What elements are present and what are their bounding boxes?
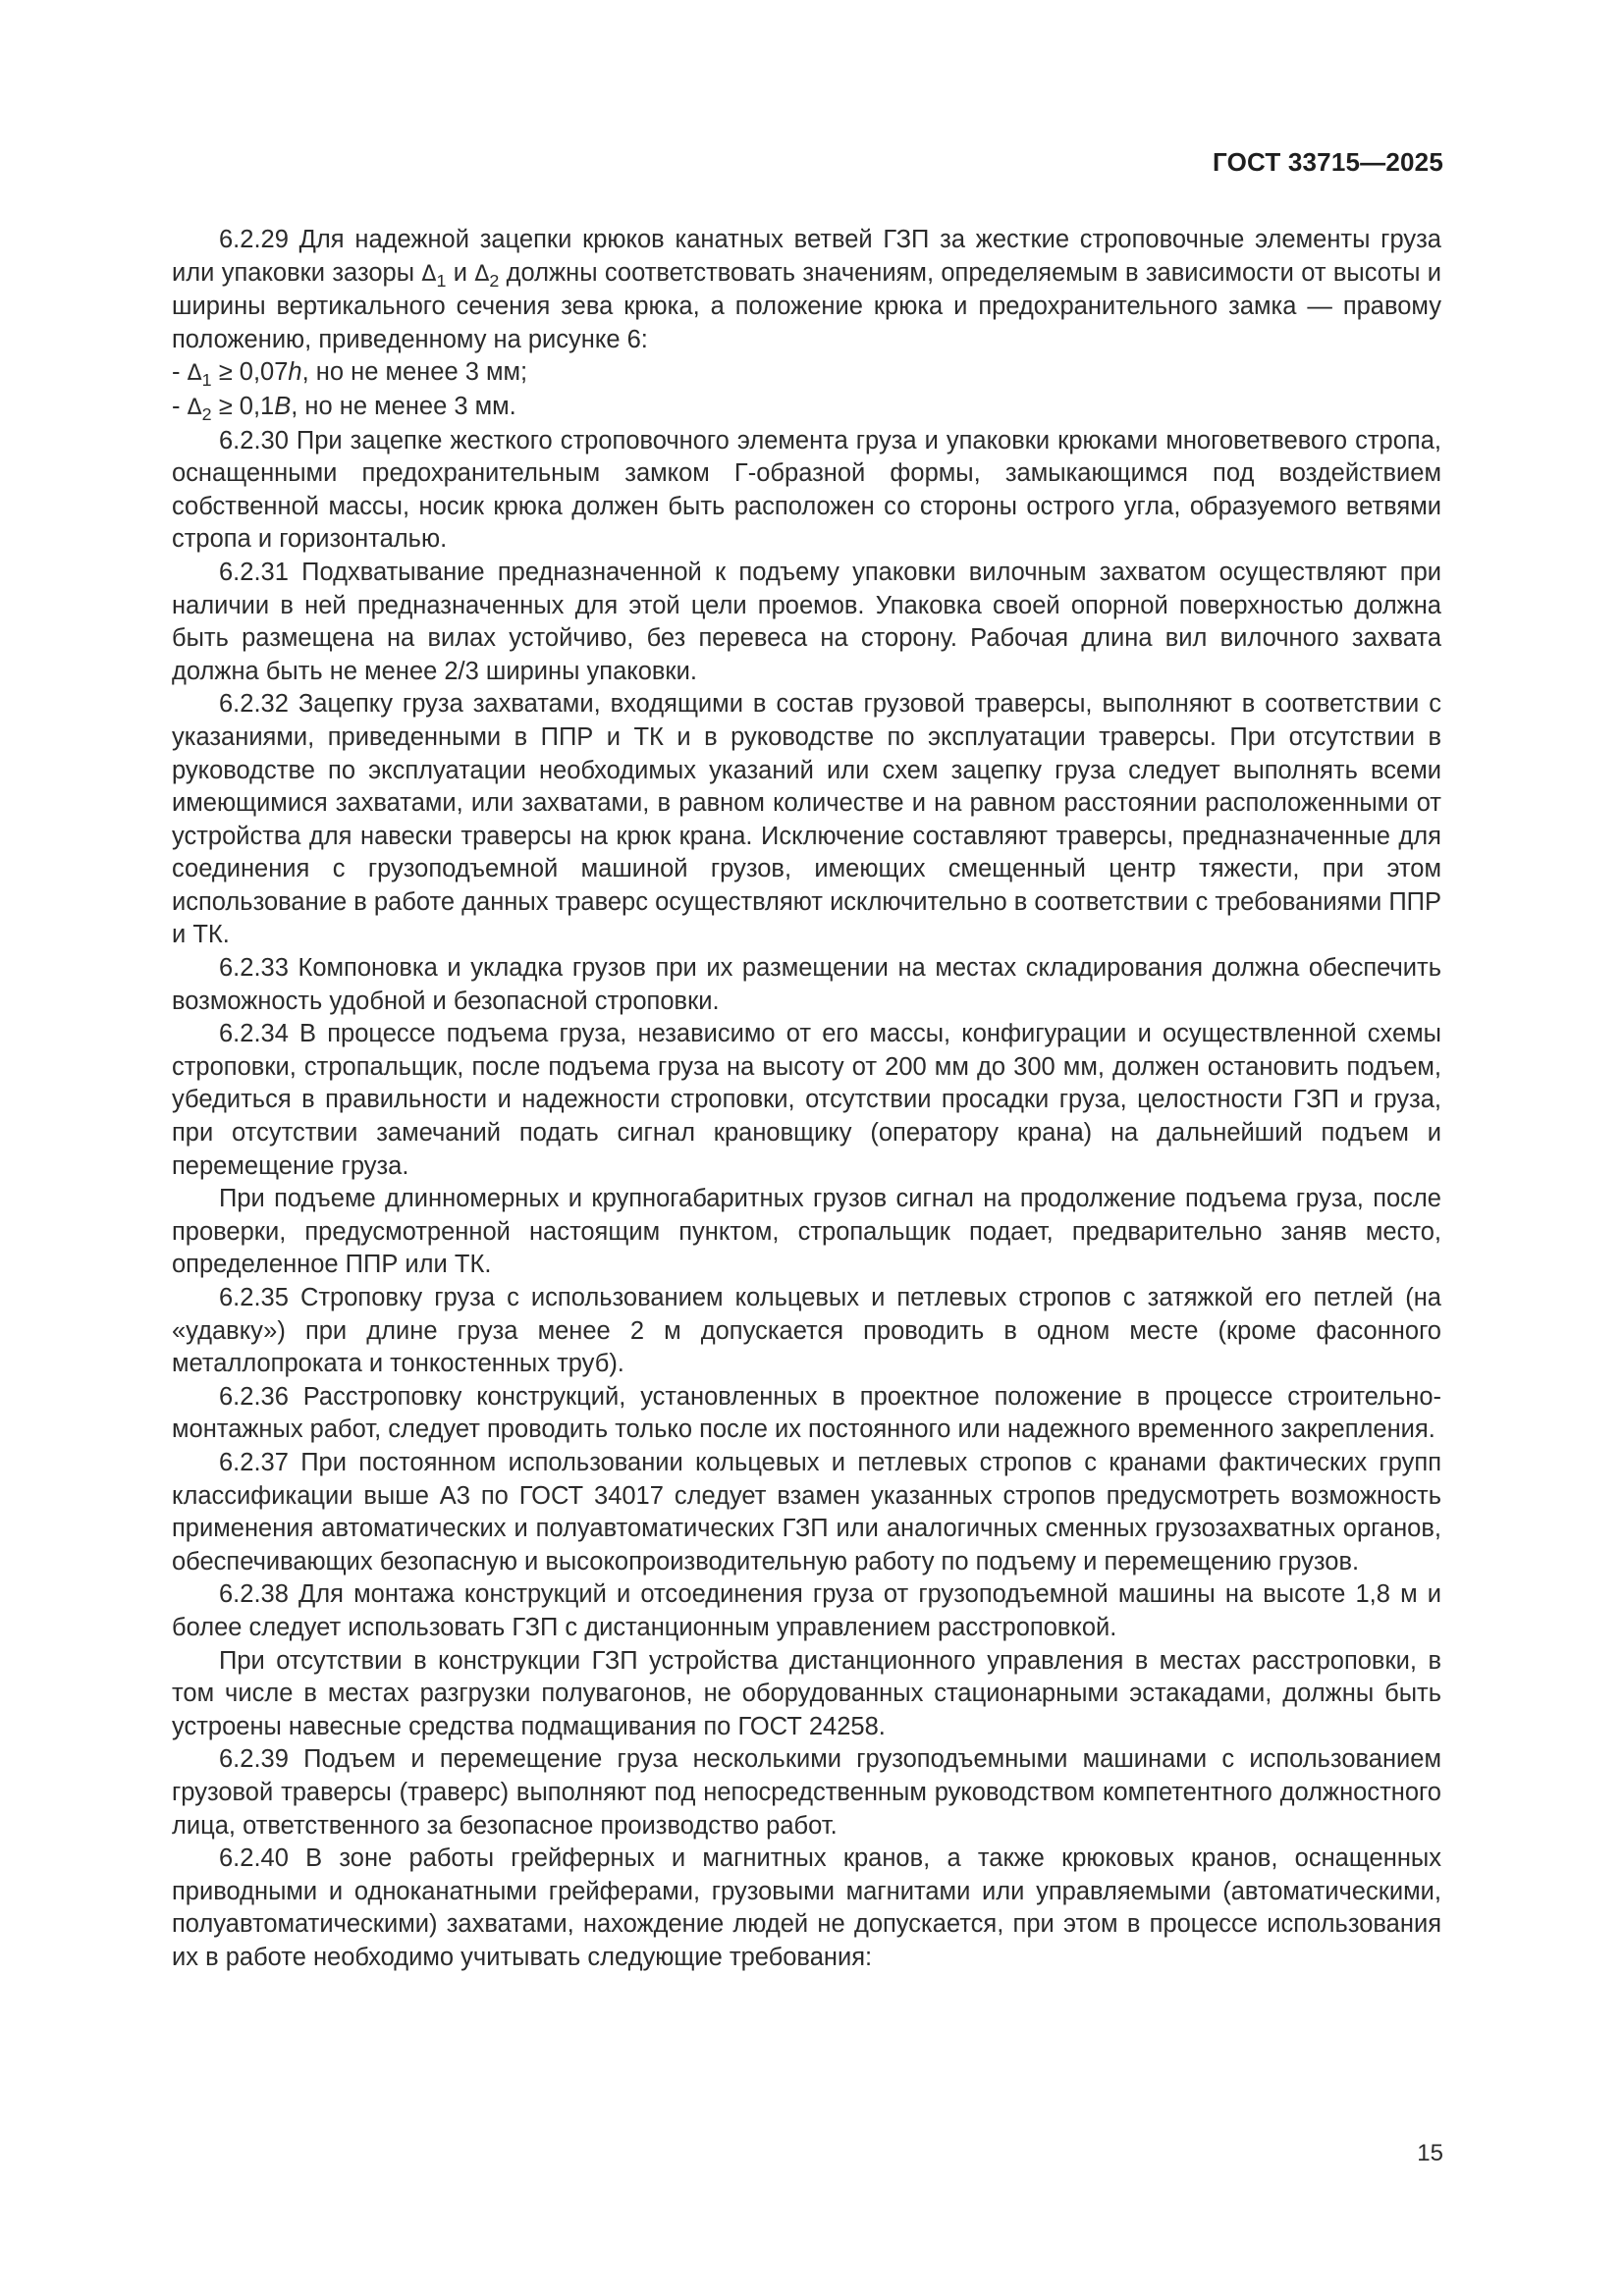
paragraph-6-2-29 [172, 224, 1441, 356]
paragraph-6-2-38-continued: При отсутствии в конструкции ГЗП устройства дистанционного управления в местах расстроповки, в том числе в местах разгрузки полувагонов, не оборудованных стационарными эстакадами, должны быть устроены навесные средства подмащивания по ГОСТ 24258. [172, 1646, 1441, 1740]
variable: B [274, 392, 292, 420]
subscript: 2 [201, 403, 212, 424]
subscript: 1 [436, 270, 447, 291]
document-body [172, 224, 1441, 1974]
list-dash: - [172, 358, 181, 387]
list-text: , но не менее 3 мм; [301, 358, 528, 387]
list-dash: - [172, 392, 181, 420]
standard-code-header: ГОСТ 33715—2025 [1213, 147, 1443, 177]
list-text: ≥ 0,07 [218, 358, 289, 387]
paragraph-6-2-34: 6.2.34 В процессе подъема груза, независимо от его массы, конфигурации и осуществленной схемы строповки, стропальщик, после подъема груза на высоту от 200 мм до 300 мм, должен остановить подъем, убедиться в правильности и надежности строповки, отсутствии просадки груза, целостности ГЗП и груза, при отсутствии замечаний подать сигнал крановщику (оператору крана) на дальнейший подъем и перемещение груза. [172, 1020, 1441, 1180]
paragraph-6-2-32: 6.2.32 Зацепку груза захватами, входящими в состав грузовой траверсы, выполняют в соответствии с указаниями, приведенными в ППР и ТК и в руководстве по эксплуатации траверсы. При отсутствии в руководстве по эксплуатации необходимых указаний или схем зацепку груза следует выполнять всеми имеющимися захватами, или захватами, в равном количестве и на равном расстоянии расположенными от устройства для навески траверсы на крюк крана. Исключение составляют траверсы, предназначенные для соединения с грузоподъемной машиной грузов, имеющих смещенный центр тяжести, при этом использование в работе данных траверс осуществляют исключительно в соответствии с требованиями ППР и ТК. [172, 690, 1441, 949]
subscript: 1 [201, 370, 212, 391]
delta-symbol: Δ [421, 261, 437, 287]
page-number: 15 [1417, 2140, 1443, 2166]
paragraph-6-2-39: 6.2.39 Подъем и перемещение груза несколькими грузоподъемными машинами с использованием грузовой траверсы (траверс) выполняют под непосредственным руководством компетентного должностного лица, ответственного за безопасное производство работ. [172, 1745, 1441, 1840]
conjunction: и [453, 258, 467, 287]
paragraph-text: 6.2.29 Для надежной зацепки крюков канатных ветвей ГЗП за жесткие строповочные элементы груза или упаковки зазоры [172, 226, 1441, 287]
subscript: 2 [489, 270, 500, 291]
paragraph-6-2-40: 6.2.40 В зоне работы грейферных и магнитных кранов, а также крюковых кранов, оснащенных приводными и одноканатными грейферами, грузовыми магнитами или управляемыми (автоматическими, полуавтоматическими) захватами, нахождение людей не допускается, при этом в процессе использования их в работе необходимо учитывать следующие требования: [172, 1844, 1441, 1971]
list-text: , но не менее 3 мм. [291, 392, 516, 420]
list-item [172, 356, 1441, 391]
paragraph-6-2-30: 6.2.30 При зацепке жесткого строповочного элемента груза и упаковки крюками многоветвевого стропа, оснащенными предохранительным замком Г-образной формы, замыкающимся под воздействием собственной массы, носик крюка должен быть расположен со стороны острого угла, образуемого ветвями стропа и горизонталью. [172, 426, 1441, 554]
paragraph-6-2-34-continued: При подъеме длинномерных и крупногабаритных грузов сигнал на продолжение подъема груза, после проверки, предусмотренной настоящим пунктом, стропальщик подает, предварительно заняв место, определенное ППР или ТК. [172, 1185, 1441, 1279]
paragraph-6-2-31: 6.2.31 Подхватывание предназначенной к подъему упаковки вилочным захватом осуществляют при наличии в ней предназначенных для этой цели проемов. Упаковка своей опорной поверхностью должна быть размещена на вилах устойчиво, без перевеса на сторону. Рабочая длина вил вилочного захвата должна быть не менее 2/3 ширины упаковки. [172, 558, 1441, 685]
list-item [172, 391, 1441, 425]
variable: h [288, 358, 302, 387]
paragraph-6-2-38: 6.2.38 Для монтажа конструкций и отсоединения груза от грузоподъемной машины на высоте 1,8 м и более следует использовать ГЗП с дистанционным управлением расстроповкой. [172, 1580, 1441, 1641]
paragraph-6-2-37: 6.2.37 При постоянном использовании кольцевых и петлевых стропов с кранами фактических групп классификации выше А3 по ГОСТ 34017 следует взамен указанных стропов предусмотреть возможность применения автоматических и полуавтоматических ГЗП или аналогичных сменных грузозахватных органов, обеспечивающих безопасную и высокопроизводительную работу по подъему и перемещению грузов. [172, 1448, 1441, 1575]
paragraph-6-2-33: 6.2.33 Компоновка и укладка грузов при их размещении на местах складирования должна обеспечить возможность удобной и безопасной строповки. [172, 954, 1441, 1015]
paragraph-6-2-36: 6.2.36 Расстроповку конструкций, установленных в проектное положение в процессе строительно-монтажных работ, следует проводить только после их постоянного или надежного временного закрепления. [172, 1382, 1441, 1444]
delta-symbol: Δ [187, 395, 202, 420]
delta-symbol: Δ [474, 261, 490, 287]
delta-symbol: Δ [187, 361, 202, 387]
list-text: ≥ 0,1 [218, 392, 275, 420]
paragraph-text: должны соответствовать значениям, определяемым в зависимости от высоты и ширины вертикального сечения зева крюка, а положение крюка и предохранительного замка — правому положению, приведенному на рисунке 6: [172, 258, 1441, 353]
paragraph-6-2-35: 6.2.35 Строповку груза с использованием кольцевых и петлевых стропов с затяжкой его петлей (на «удавку») при длине груза менее 2 м допускается проводить в одном месте (кроме фасонного металлопроката и тонкостенных труб). [172, 1284, 1441, 1378]
